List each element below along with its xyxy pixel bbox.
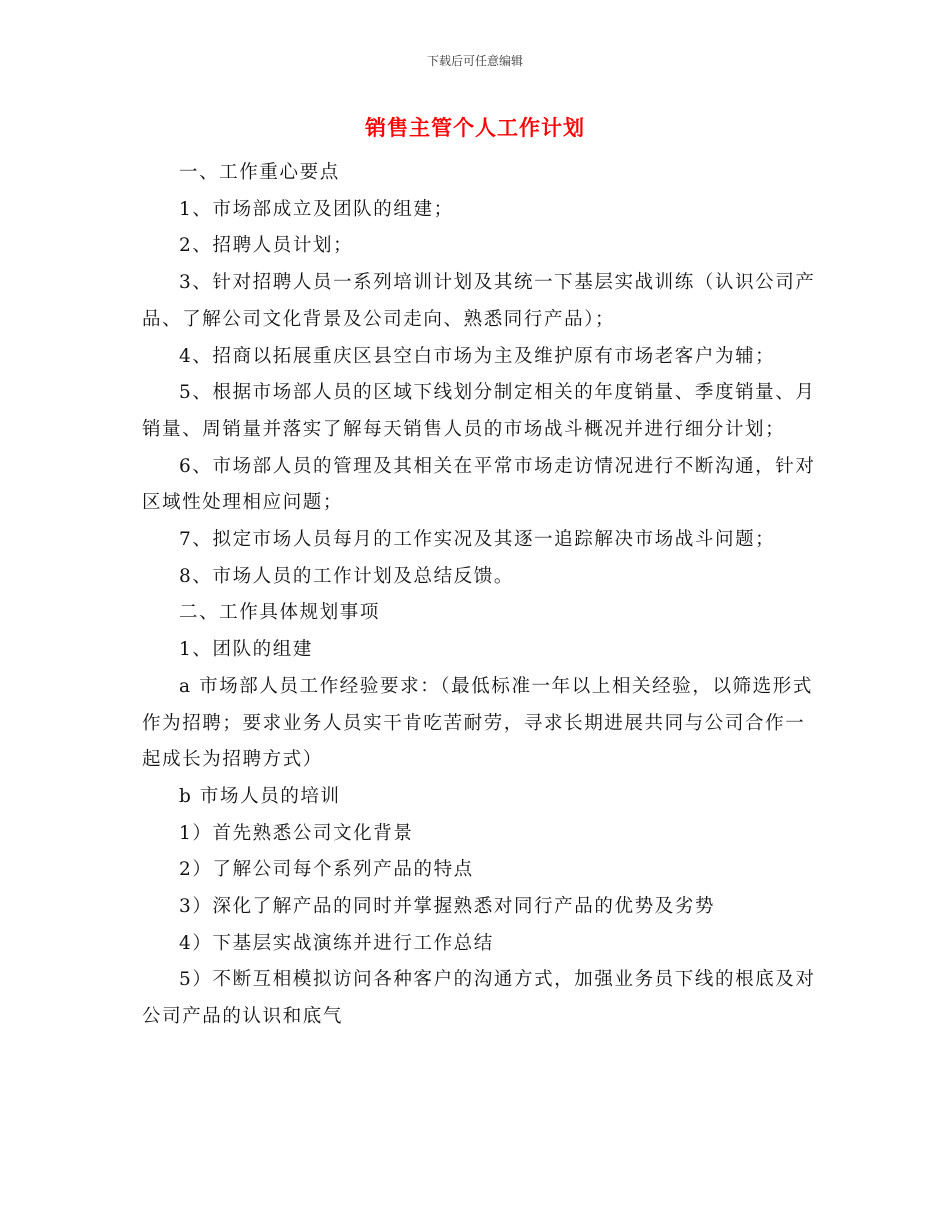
paragraph: b 市场人员的培训 (179, 785, 341, 807)
list-item: 4）下基层实战演练并进行工作总结 (179, 932, 494, 954)
list-item: 6、市场部人员的管理及其相关在平常市场走访情况进行不断沟通，针对区域性处理相应问题； (142, 455, 816, 514)
section-heading-2: 二、工作具体规划事项 (179, 602, 381, 624)
list-item: 5）不断互相模拟访问各种客户的沟通方式，加强业务员下线的根底及对公司产品的认识和底气 (142, 969, 816, 1028)
list-item: 2、招聘人员计划； (179, 235, 354, 257)
list-item: 8、市场人员的工作计划及总结反馈。 (179, 565, 514, 587)
header-note: 下载后可任意编辑 (426, 54, 523, 68)
document-title: 销售主管个人工作计划 (365, 116, 585, 140)
paragraph: a 市场部人员工作经验要求：（最低标准一年以上相关经验，以筛选形式作为招聘；要求业务人员实干肯吃苦耐劳，寻求长期进展共同与公司合作一起成长为招聘方式） (142, 675, 813, 771)
subsection-heading: 1、团队的组建 (179, 639, 313, 661)
list-item: 1）首先熟悉公司文化背景 (179, 822, 414, 844)
list-item: 3）深化了解产品的同时并掌握熟悉对同行产品的优势及劣势 (179, 896, 715, 918)
list-item: 3、针对招聘人员一系列培训计划及其统一下基层实战训练（认识公司产品、了解公司文化背景及公司走向、熟悉同行产品）； (142, 272, 816, 330)
list-item: 2）了解公司每个系列产品的特点 (179, 859, 474, 881)
list-item: 4、招商以拓展重庆区县空白市场为主及维护原有市场老客户为辅； (179, 345, 776, 367)
list-item: 5、根据市场部人员的区域下线划分制定相关的年度销量、季度销量、月销量、周销量并落实了解每天销售人员的市场战斗概况并进行细分计划； (142, 382, 816, 440)
list-item: 7、拟定市场人员每月的工作实况及其逐一追踪解决市场战斗问题； (179, 529, 776, 551)
section-heading-1: 一、工作重心要点 (179, 162, 340, 183)
list-item: 1、市场部成立及团队的组建； (179, 198, 454, 220)
document-body (142, 155, 818, 1036)
